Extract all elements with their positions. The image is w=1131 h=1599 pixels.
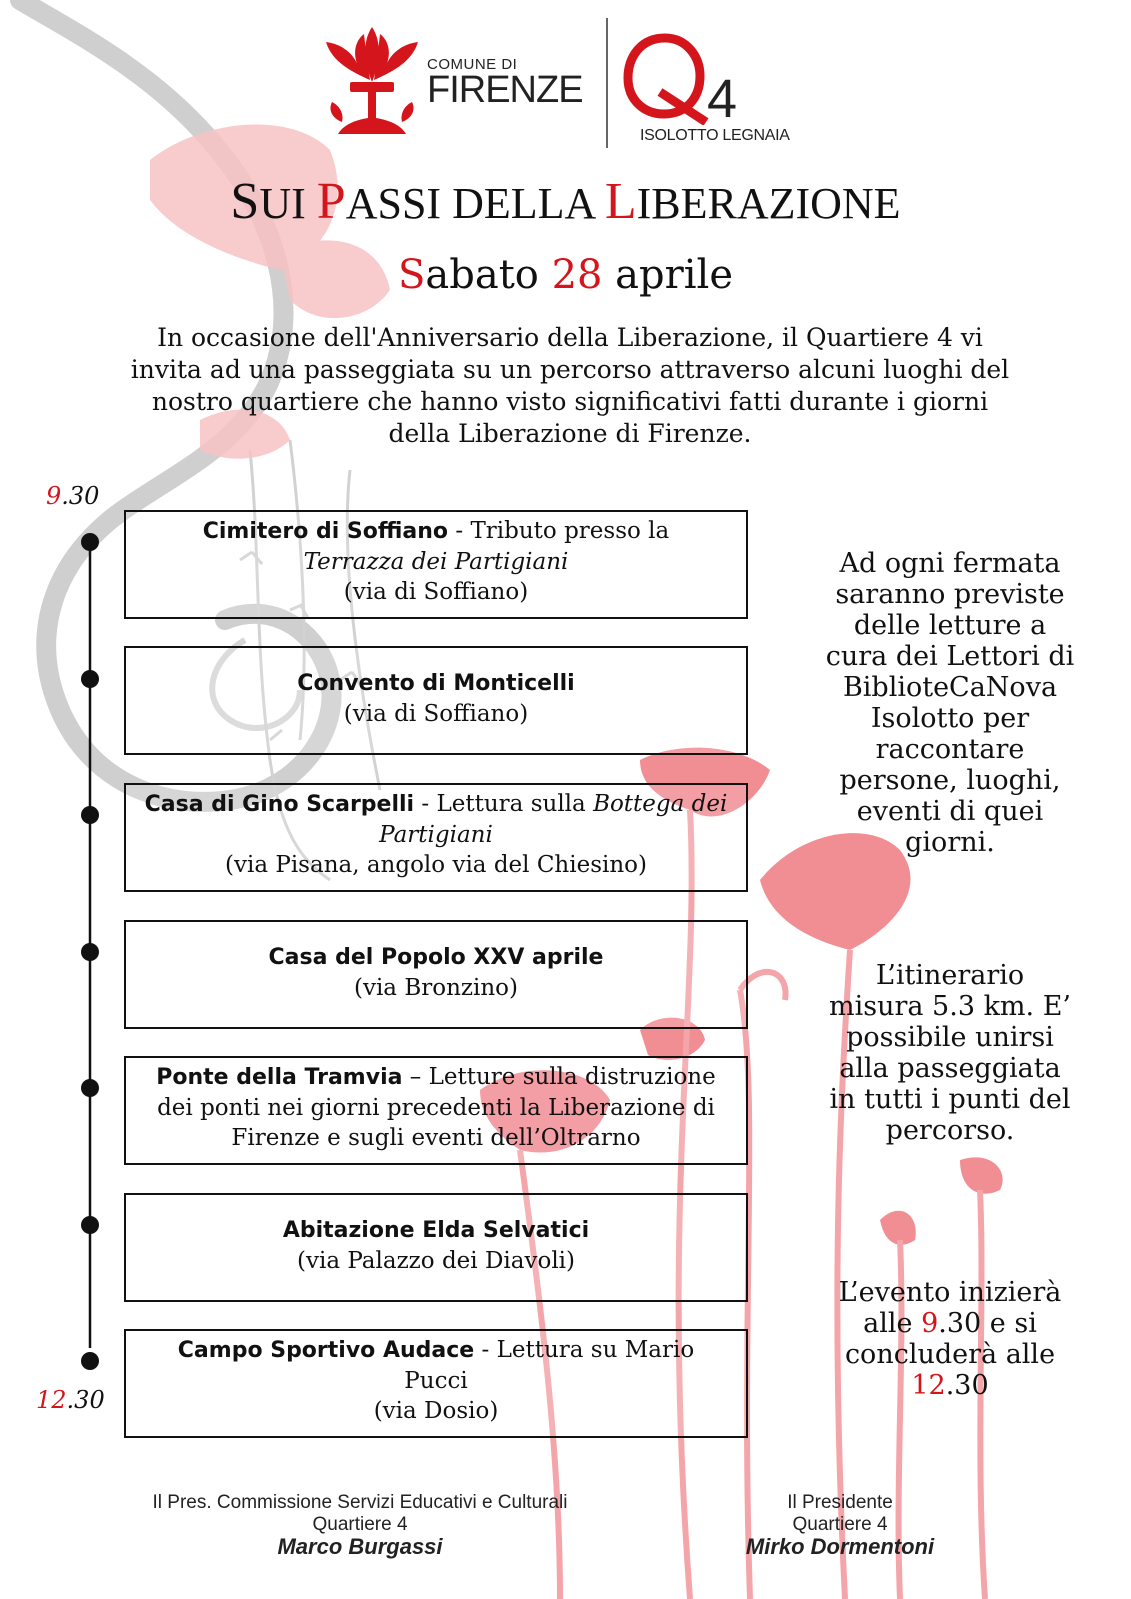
firenze-label: FIRENZE (427, 69, 583, 111)
signature-left: Il Pres. Commissione Servizi Educativi e Culturali Quartiere 4 Marco Burgassi (152, 1492, 568, 1559)
timeline-dot (81, 806, 99, 824)
q4-logo-icon (620, 30, 710, 125)
q4-subtitle: ISOLOTTO LEGNAIA (640, 127, 790, 144)
timeline-dot (81, 670, 99, 688)
stop-campo-audace: Campo Sportivo Audace - Lettura su Mario Pucci (via Dosio) (124, 1329, 748, 1438)
stop-casa-scarpelli: Casa di Gino Scarpelli - Lettura sulla Bottega dei Partigiani (via Pisana, angolo via del Chiesino) (124, 783, 748, 892)
side-note-readings: Ad ogni fermata saranno previste delle letture a cura dei Lettori di BiblioteCaNova Isolotto per raccontare persone, luoghi, eventi di quei giorni. (825, 548, 1075, 858)
timeline-dot (81, 1079, 99, 1097)
timeline-dot (81, 533, 99, 551)
end-time: 12.30 (36, 1386, 105, 1414)
page-title: SUI PASSI DELLA LIBERAZIONE (230, 173, 901, 230)
stop-abitazione-selvatici: Abitazione Elda Selvatici (via Palazzo dei Diavoli) (124, 1193, 748, 1302)
stop-ponte-tramvia: Ponte della Tramvia – Letture sulla distruzione dei ponti nei giorni precedenti la Liberazione di Firenze e sugli eventi dell’Oltrarno (124, 1056, 748, 1165)
comune-label: COMUNE DI (427, 56, 518, 73)
stop-convento-monticelli: Convento di Monticelli (via di Soffiano) (124, 646, 748, 755)
florence-lily-icon (322, 22, 422, 142)
q4-number: 4 (707, 69, 738, 129)
side-note-timing: L’evento inizierà alle 9.30 e si concluderà alle 12.30 (838, 1277, 1062, 1401)
timeline-dot (81, 1352, 99, 1370)
side-note-itinerary: L’itinerario misura 5.3 km. E’ possibile unirsi alla passeggiata in tutti i punti del percorso. (828, 960, 1071, 1146)
signature-right: Il Presidente Quartiere 4 Mirko Dormentoni (745, 1492, 935, 1559)
stop-cimitero-soffiano: Cimitero di Soffiano - Tributo presso la Terrazza dei Partigiani (via di Soffiano) (124, 510, 748, 619)
comune-firenze-logotype (427, 56, 583, 112)
start-time: 9.30 (46, 482, 100, 510)
timeline-dot (81, 1216, 99, 1234)
event-date: Sabato 28 aprile (397, 252, 734, 298)
stop-casa-popolo: Casa del Popolo XXV aprile (via Bronzino) (124, 920, 748, 1029)
intro-paragraph: In occasione dell'Anniversario della Liberazione, il Quartiere 4 vi invita ad una passeggiata su un percorso attraverso alcuni luoghi del nostro quartiere che hanno visto significativi fatti durante i giorni della Liberazione di Firenze. (130, 323, 1010, 448)
timeline-dot (81, 943, 99, 961)
